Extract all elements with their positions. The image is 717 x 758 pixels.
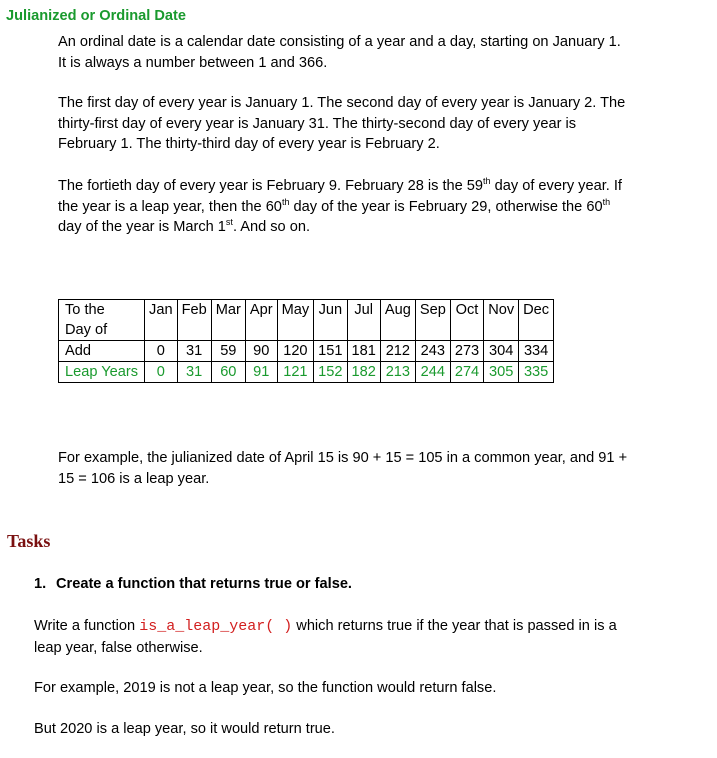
- table-row-common: [59, 341, 554, 362]
- tasks-heading: Tasks: [7, 531, 51, 551]
- task-desc-b: which returns true if the year that is passed in is a: [292, 618, 617, 634]
- leap-text-f: . And so on.: [232, 219, 311, 235]
- row-label-leap-years: Leap Years: [59, 362, 145, 383]
- task-title: Create a function that returns true or false.: [56, 576, 352, 592]
- leap-text-a: The fortieth day of every year is February 9. February 28 is the 59: [58, 178, 484, 194]
- row-label-add: Add: [59, 341, 145, 362]
- value-cell: 59: [211, 341, 245, 362]
- value-cell: 274: [450, 362, 483, 383]
- value-cell: 120: [277, 341, 314, 362]
- leap-sup-d: th: [602, 196, 611, 207]
- task-desc-a: Write a function: [34, 618, 140, 634]
- month-offset-table: [58, 299, 554, 383]
- days-line-3: February 1. The thirty-third day of every year is February 2.: [58, 136, 440, 152]
- value-cell: 152: [314, 362, 347, 383]
- month-cell: Nov: [484, 300, 519, 341]
- days-paragraph: [58, 93, 698, 155]
- month-cell: May: [277, 300, 314, 341]
- month-cell: Dec: [519, 300, 554, 341]
- task-example-2: But 2020 is a leap year, so it would return true.: [34, 721, 335, 737]
- section-title: Julianized or Ordinal Date: [6, 8, 187, 24]
- value-cell: 212: [380, 341, 415, 362]
- value-cell: 304: [484, 341, 519, 362]
- value-cell: 151: [314, 341, 347, 362]
- task-example-1: For example, 2019 is not a leap year, so the function would return false.: [34, 680, 497, 696]
- intro-line-2: It is always a number between 1 and 366.: [58, 54, 328, 71]
- month-cell: Jan: [145, 300, 178, 341]
- value-cell: 181: [347, 341, 380, 362]
- month-cell: Apr: [245, 300, 277, 341]
- intro-line-1: An ordinal date is a calendar date consisting of a year and a day, starting on January 1.: [58, 34, 621, 50]
- value-cell: 31: [177, 341, 211, 362]
- intro-paragraph: [58, 32, 698, 73]
- value-cell: 182: [347, 362, 380, 383]
- value-cell: 91: [245, 362, 277, 383]
- value-cell: 121: [277, 362, 314, 383]
- value-cell: 213: [380, 362, 415, 383]
- leap-paragraph: [58, 176, 698, 238]
- table-row-leap: [59, 362, 554, 383]
- value-cell: 0: [145, 341, 178, 362]
- month-cell: Jul: [347, 300, 380, 341]
- month-cell: Mar: [211, 300, 245, 341]
- month-cell: Jun: [314, 300, 347, 341]
- value-cell: 244: [415, 362, 450, 383]
- leap-text-e: day of the year is March 1: [58, 219, 226, 235]
- days-line-1: The first day of every year is January 1. The second day of every year is January 2. The: [58, 95, 626, 111]
- leap-sup-a: th: [483, 176, 491, 186]
- value-cell: 305: [484, 362, 519, 383]
- value-cell: 31: [177, 362, 211, 383]
- month-cell: Oct: [450, 300, 483, 341]
- month-cell: Aug: [380, 300, 415, 341]
- leap-text-c: the year is a leap year, then the 60: [58, 198, 282, 215]
- leap-sup-e: st: [225, 217, 233, 227]
- value-cell: 0: [145, 362, 178, 383]
- example-paragraph: [58, 448, 688, 489]
- task-description: [34, 616, 684, 658]
- task-number: 1.: [34, 576, 47, 592]
- value-cell: 90: [245, 341, 277, 362]
- leap-text-d: day of the year is February 29, otherwise the 60: [289, 198, 603, 215]
- task-item-1: [34, 576, 352, 592]
- example-line-2: 15 = 106 is a leap year.: [58, 470, 210, 487]
- month-cell: Sep: [415, 300, 450, 341]
- month-cell: Feb: [177, 300, 211, 341]
- value-cell: 334: [519, 341, 554, 362]
- leap-text-b: day of every year. If: [490, 178, 622, 194]
- value-cell: 60: [211, 362, 245, 383]
- value-cell: 273: [450, 341, 483, 362]
- task-desc-c: leap year, false otherwise.: [34, 639, 203, 656]
- days-line-2: thirty-first day of every year is January 31. The thirty-second day of every year is: [58, 115, 577, 132]
- header-label-cell: To the Day of: [59, 300, 145, 341]
- leap-sup-c: th: [281, 196, 290, 207]
- value-cell: 335: [519, 362, 554, 383]
- function-name: is_a_leap_year( ): [139, 618, 293, 635]
- example-line-1: For example, the julianized date of April 15 is 90 + 15 = 105 in a common year, and 91 +: [58, 450, 628, 466]
- value-cell: 243: [415, 341, 450, 362]
